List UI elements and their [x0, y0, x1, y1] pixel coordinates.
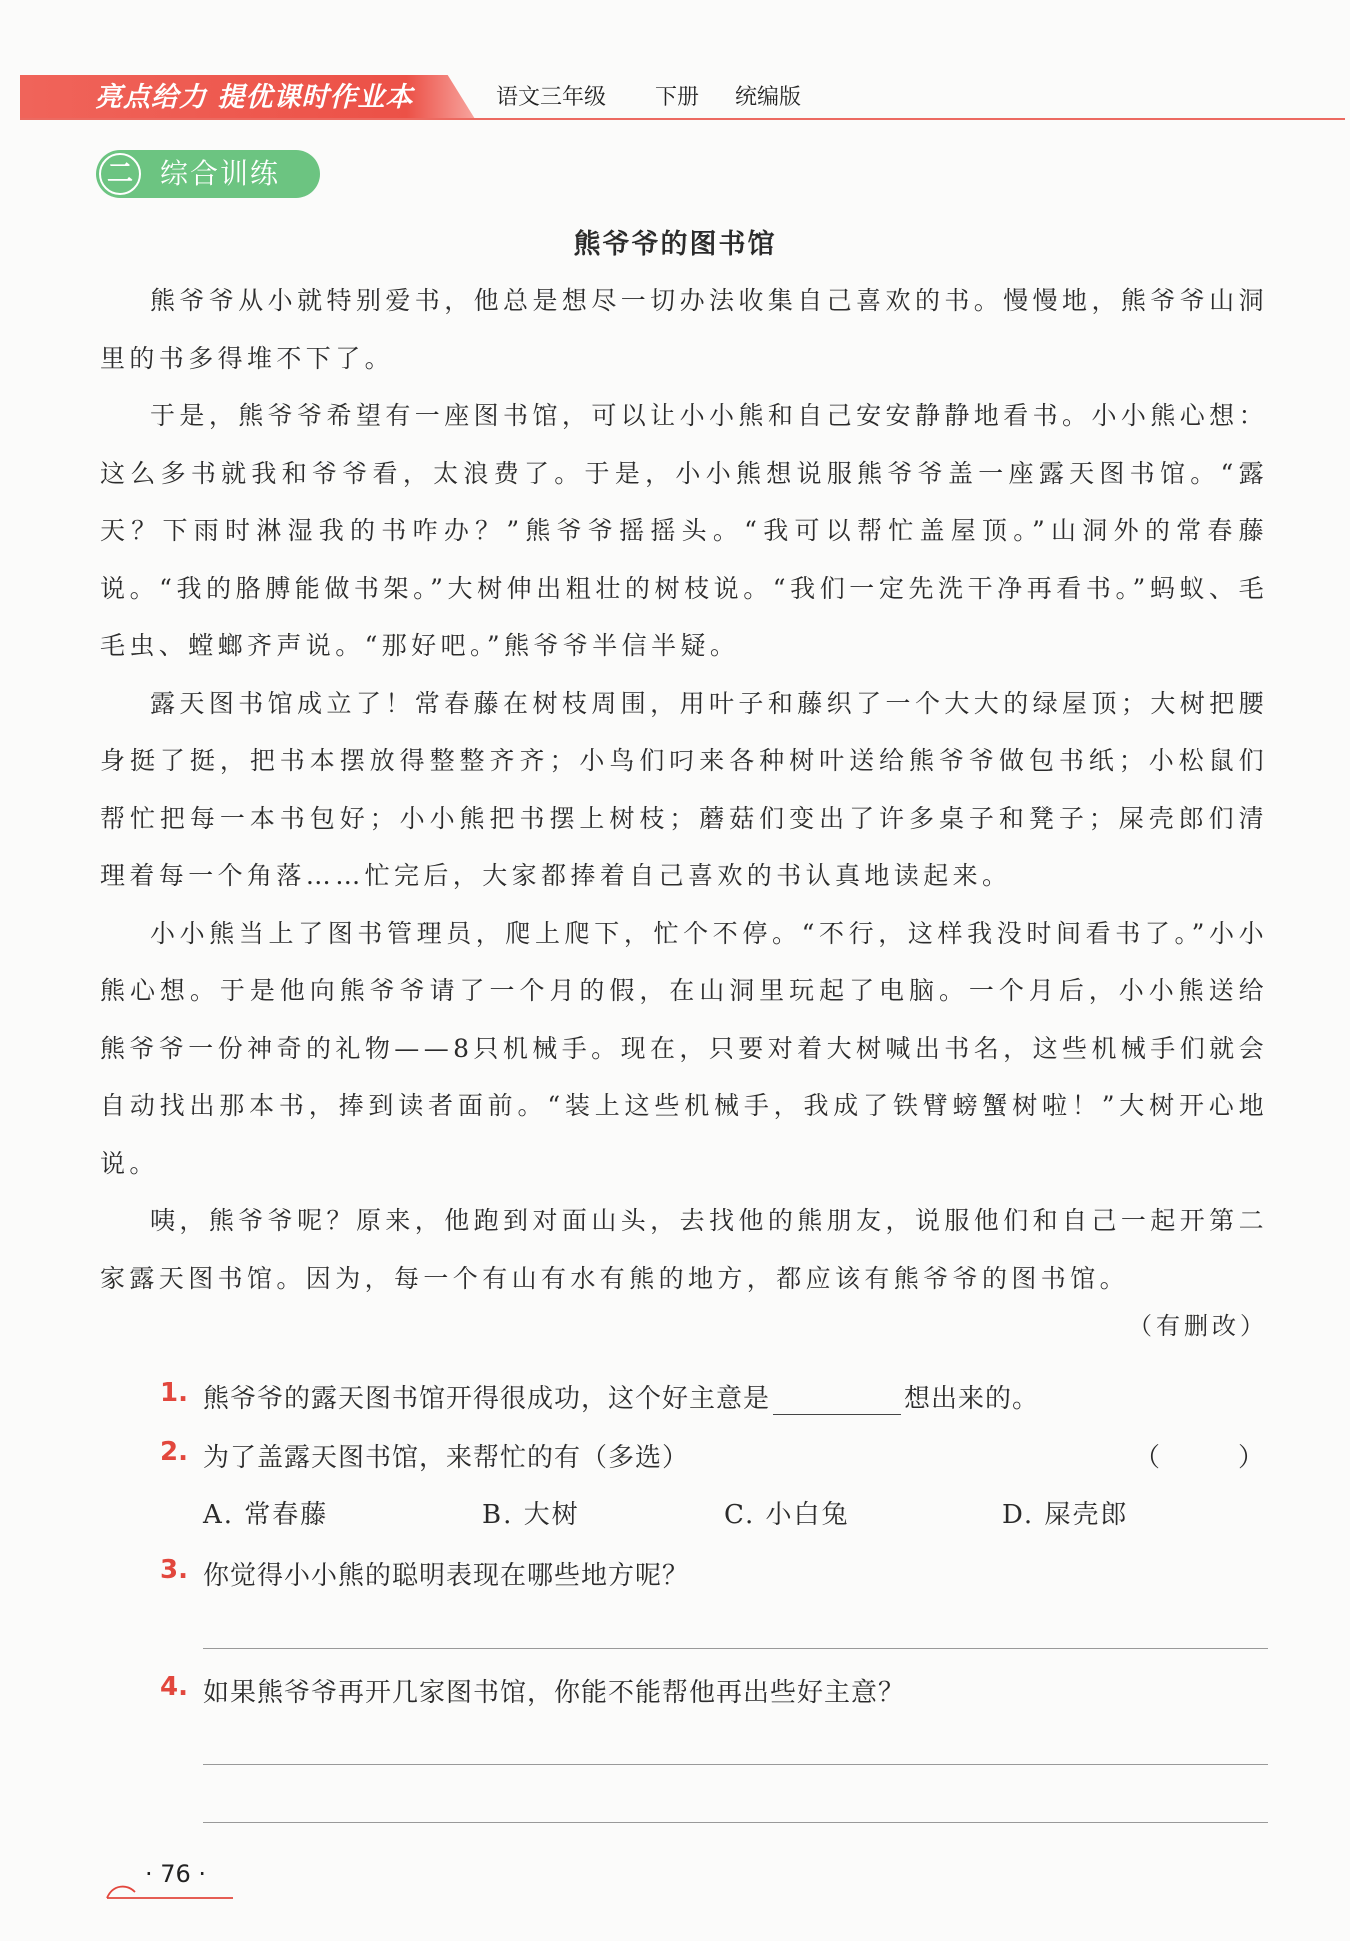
article-paragraph: 露天图书馆成立了！常春藤在树枝周围，用叶子和藤织了一个大大的绿屋顶；大树把腰身挺了挺，把书本摆放得整整齐齐；小鸟们叼来各种树叶送给熊爷爷做包书纸；小松鼠们帮忙把每一本书包好；小小熊把书摆上树枝；蘑菇们变出了许多桌子和凳子；屎壳郎们清理着每一个角落……忙完后，大家都捧着自己喜欢的书认真地读起来。 [100, 688, 1268, 890]
question-1-answer-blank[interactable] [773, 1388, 901, 1415]
header-divider [20, 118, 1345, 120]
volume-label: 下册 [655, 85, 700, 110]
question-4-text: 如果熊爷爷再开几家图书馆，你能不能帮他再出些好主意？ [203, 1678, 906, 1708]
edition-label: 统编版 [735, 85, 802, 110]
question-2-text: 为了盖露天图书馆，来帮忙的有（多选） [203, 1443, 690, 1473]
series-title: 亮点给力 提优课时作业本 [95, 82, 414, 113]
question-1-suffix: 想出来的。 [904, 1384, 1040, 1414]
article-paragraph: 咦，熊爷爷呢？原来，他跑到对面山头，去找他的熊朋友，说服他们和自己一起开第二家露天图书馆。因为，每一个有山有水有熊的地方，都应该有熊爷爷的图书馆。 [100, 1206, 1268, 1293]
article-paragraph: 小小熊当上了图书管理员，爬上爬下，忙个不停。“不行，这样我没时间看书了。”小小熊心想。于是他向熊爷爷请了一个月的假，在山洞里玩起了电脑。一个月后，小小熊送给熊爷爷一份神奇的礼物——8只机械手。现在，只要对着大树喊出书名，这些机械手们就会自动找出那本书，捧到读者面前。“装上这些机械手，我成了铁臂螃蟹树啦！”大树开心地说。 [100, 918, 1268, 1178]
question-4-answer-line-2[interactable] [203, 1822, 1268, 1823]
article-paragraph: 于是，熊爷爷希望有一座图书馆，可以让小小熊和自己安安静静地看书。小小熊心想：这么多书就我和爷爷看，太浪费了。于是，小小熊想说服熊爷爷盖一座露天图书馆。“露天？下雨时淋湿我的书咋办？”熊爷爷摇摇头。“我可以帮忙盖屋顶。”山洞外的常春藤说。“我的胳膊能做书架。”大树伸出粗壮的树枝说。“我们一定先洗干净再看书。”蚂蚁、毛毛虫、螳螂齐声说。“那好吧。”熊爷爷半信半疑。 [100, 401, 1268, 660]
section-number: 二 [99, 153, 141, 195]
question-2-number: 2. [160, 1437, 188, 1467]
question-4-answer-line-1[interactable] [203, 1764, 1268, 1765]
article-body [100, 272, 1268, 1307]
source-note: （有删改） [1128, 1312, 1268, 1340]
article-title: 熊爷爷的图书馆 [573, 229, 777, 260]
question-3-number: 3. [160, 1555, 188, 1585]
question-3-text: 你觉得小小熊的聪明表现在哪些地方呢？ [203, 1561, 690, 1591]
section-label: 综合训练 [160, 157, 281, 190]
option-d[interactable]: D. 屎壳郎 [1002, 1500, 1129, 1530]
question-1-text [203, 1378, 1039, 1415]
question-4-number: 4. [160, 1672, 188, 1702]
question-1-number: 1. [160, 1378, 188, 1408]
option-c[interactable]: C. 小白兔 [724, 1500, 850, 1530]
article-paragraph: 熊爷爷从小就特别爱书，他总是想尽一切办法收集自己喜欢的书。慢慢地，熊爷爷山洞里的书多得堆不下了。 [100, 286, 1268, 373]
option-a[interactable]: A. 常春藤 [203, 1500, 329, 1530]
question-2-answer-paren[interactable]: （ ） [1133, 1443, 1264, 1473]
question-1-prompt: 熊爷爷的露天图书馆开得很成功，这个好主意是 [203, 1384, 771, 1414]
page-number: · 76 · [145, 1860, 207, 1888]
question-3-answer-line[interactable] [203, 1648, 1268, 1649]
subject-label: 语文三年级 [496, 85, 607, 110]
option-b[interactable]: B. 大树 [482, 1500, 580, 1530]
